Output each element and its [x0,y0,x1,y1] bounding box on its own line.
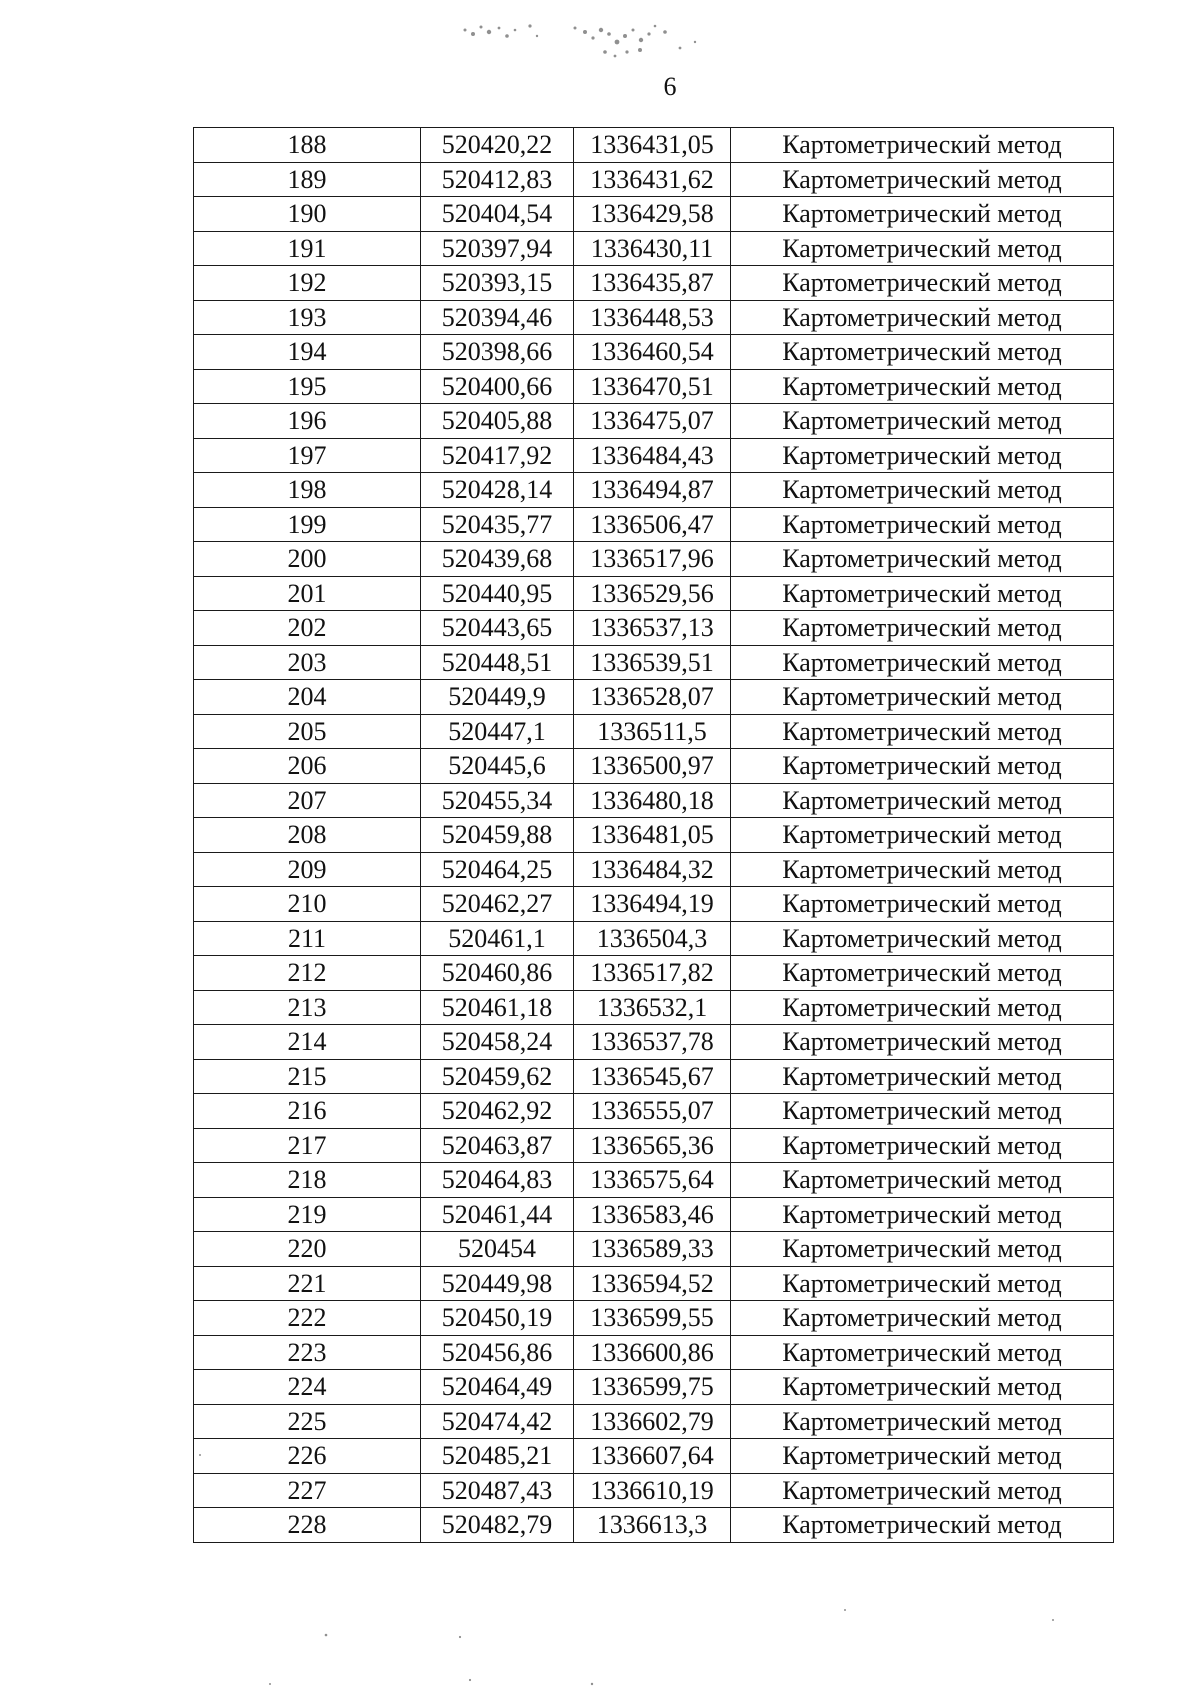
y-coordinate-cell: 1336481,05 [574,818,731,853]
y-coordinate-cell: 1336470,51 [574,369,731,404]
x-coordinate-cell: 520404,54 [421,197,574,232]
point-number-cell: 214 [194,1025,421,1060]
y-coordinate-cell: 1336506,47 [574,507,731,542]
point-number-cell: 213 [194,990,421,1025]
point-number-cell: 194 [194,335,421,370]
y-coordinate-cell: 1336589,33 [574,1232,731,1267]
method-cell: Картометрический метод [731,369,1114,404]
point-number-cell: 196 [194,404,421,439]
point-number-cell: 203 [194,645,421,680]
table-row [194,1508,1114,1543]
x-coordinate-cell: 520447,1 [421,714,574,749]
method-cell: Картометрический метод [731,1335,1114,1370]
table-row [194,1128,1114,1163]
y-coordinate-cell: 1336594,52 [574,1266,731,1301]
point-number-cell: 211 [194,921,421,956]
table-row [194,1163,1114,1198]
y-coordinate-cell: 1336484,43 [574,438,731,473]
x-coordinate-cell: 520485,21 [421,1439,574,1474]
point-number-cell: 225 [194,1404,421,1439]
x-coordinate-cell: 520393,15 [421,266,574,301]
table-row [194,1439,1114,1474]
x-coordinate-cell: 520464,49 [421,1370,574,1405]
x-coordinate-cell: 520440,95 [421,576,574,611]
y-coordinate-cell: 1336504,3 [574,921,731,956]
y-coordinate-cell: 1336575,64 [574,1163,731,1198]
method-cell: Картометрический метод [731,714,1114,749]
method-cell: Картометрический метод [731,197,1114,232]
point-number-cell: 205 [194,714,421,749]
method-cell: Картометрический метод [731,1094,1114,1129]
point-number-cell: 195 [194,369,421,404]
method-cell: Картометрический метод [731,1128,1114,1163]
method-cell: Картометрический метод [731,1404,1114,1439]
x-coordinate-cell: 520456,86 [421,1335,574,1370]
table-row [194,1404,1114,1439]
x-coordinate-cell: 520435,77 [421,507,574,542]
table-row [194,921,1114,956]
table-row [194,1025,1114,1060]
x-coordinate-cell: 520461,44 [421,1197,574,1232]
x-coordinate-cell: 520458,24 [421,1025,574,1060]
method-cell: Картометрический метод [731,162,1114,197]
table-row [194,1059,1114,1094]
y-coordinate-cell: 1336539,51 [574,645,731,680]
point-number-cell: 198 [194,473,421,508]
method-cell: Картометрический метод [731,300,1114,335]
table-row [194,369,1114,404]
x-coordinate-cell: 520482,79 [421,1508,574,1543]
method-cell: Картометрический метод [731,1163,1114,1198]
method-cell: Картометрический метод [731,335,1114,370]
method-cell: Картометрический метод [731,266,1114,301]
table-row [194,1473,1114,1508]
method-cell: Картометрический метод [731,1266,1114,1301]
y-coordinate-cell: 1336599,75 [574,1370,731,1405]
method-cell: Картометрический метод [731,1473,1114,1508]
point-number-cell: 204 [194,680,421,715]
method-cell: Картометрический метод [731,818,1114,853]
method-cell: Картометрический метод [731,1439,1114,1474]
table-row [194,266,1114,301]
y-coordinate-cell: 1336537,78 [574,1025,731,1060]
y-coordinate-cell: 1336494,19 [574,887,731,922]
y-coordinate-cell: 1336500,97 [574,749,731,784]
point-number-cell: 188 [194,128,421,163]
point-number-cell: 207 [194,783,421,818]
table-row [194,611,1114,646]
point-number-cell: 222 [194,1301,421,1336]
x-coordinate-cell: 520461,1 [421,921,574,956]
table-row [194,128,1114,163]
table-row [194,680,1114,715]
y-coordinate-cell: 1336494,87 [574,473,731,508]
table-row [194,783,1114,818]
y-coordinate-cell: 1336555,07 [574,1094,731,1129]
point-number-cell: 210 [194,887,421,922]
method-cell: Картометрический метод [731,1059,1114,1094]
point-number-cell: 224 [194,1370,421,1405]
x-coordinate-cell: 520412,83 [421,162,574,197]
y-coordinate-cell: 1336528,07 [574,680,731,715]
point-number-cell: 226 [194,1439,421,1474]
page-number: 6 [663,72,677,101]
point-number-cell: 202 [194,611,421,646]
x-coordinate-cell: 520461,18 [421,990,574,1025]
table-row [194,542,1114,577]
y-coordinate-cell: 1336610,19 [574,1473,731,1508]
method-cell: Картометрический метод [731,231,1114,266]
point-number-cell: 193 [194,300,421,335]
method-cell: Картометрический метод [731,783,1114,818]
x-coordinate-cell: 520448,51 [421,645,574,680]
table-row [194,1197,1114,1232]
x-coordinate-cell: 520463,87 [421,1128,574,1163]
y-coordinate-cell: 1336532,1 [574,990,731,1025]
method-cell: Картометрический метод [731,1232,1114,1267]
point-number-cell: 206 [194,749,421,784]
x-coordinate-cell: 520394,46 [421,300,574,335]
x-coordinate-cell: 520474,42 [421,1404,574,1439]
point-number-cell: 197 [194,438,421,473]
table-row [194,818,1114,853]
point-number-cell: 220 [194,1232,421,1267]
x-coordinate-cell: 520487,43 [421,1473,574,1508]
point-number-cell: 199 [194,507,421,542]
table-row [194,1335,1114,1370]
point-number-cell: 223 [194,1335,421,1370]
x-coordinate-cell: 520405,88 [421,404,574,439]
x-coordinate-cell: 520455,34 [421,783,574,818]
method-cell: Картометрический метод [731,921,1114,956]
y-coordinate-cell: 1336448,53 [574,300,731,335]
y-coordinate-cell: 1336435,87 [574,266,731,301]
point-number-cell: 209 [194,852,421,887]
table-row [194,1370,1114,1405]
method-cell: Картометрический метод [731,1197,1114,1232]
x-coordinate-cell: 520459,62 [421,1059,574,1094]
table-row [194,749,1114,784]
method-cell: Картометрический метод [731,956,1114,991]
table-row [194,1094,1114,1129]
point-number-cell: 201 [194,576,421,611]
x-coordinate-cell: 520460,86 [421,956,574,991]
method-cell: Картометрический метод [731,611,1114,646]
point-number-cell: 217 [194,1128,421,1163]
y-coordinate-cell: 1336475,07 [574,404,731,439]
table-row [194,162,1114,197]
table-row [194,852,1114,887]
method-cell: Картометрический метод [731,749,1114,784]
table-row [194,335,1114,370]
y-coordinate-cell: 1336607,64 [574,1439,731,1474]
table-row [194,473,1114,508]
point-number-cell: 219 [194,1197,421,1232]
y-coordinate-cell: 1336545,67 [574,1059,731,1094]
y-coordinate-cell: 1336529,56 [574,576,731,611]
y-coordinate-cell: 1336484,32 [574,852,731,887]
y-coordinate-cell: 1336460,54 [574,335,731,370]
x-coordinate-cell: 520462,27 [421,887,574,922]
coordinates-table [193,127,1114,1543]
y-coordinate-cell: 1336431,62 [574,162,731,197]
point-number-cell: 212 [194,956,421,991]
method-cell: Картометрический метод [731,438,1114,473]
y-coordinate-cell: 1336480,18 [574,783,731,818]
scan-smudge [455,12,755,67]
y-coordinate-cell: 1336430,11 [574,231,731,266]
x-coordinate-cell: 520454 [421,1232,574,1267]
x-coordinate-cell: 520459,88 [421,818,574,853]
method-cell: Картометрический метод [731,852,1114,887]
method-cell: Картометрический метод [731,887,1114,922]
x-coordinate-cell: 520445,6 [421,749,574,784]
y-coordinate-cell: 1336517,82 [574,956,731,991]
point-number-cell: 221 [194,1266,421,1301]
x-coordinate-cell: 520417,92 [421,438,574,473]
y-coordinate-cell: 1336583,46 [574,1197,731,1232]
y-coordinate-cell: 1336600,86 [574,1335,731,1370]
y-coordinate-cell: 1336511,5 [574,714,731,749]
method-cell: Картометрический метод [731,542,1114,577]
table-row [194,1232,1114,1267]
x-coordinate-cell: 520462,92 [421,1094,574,1129]
x-coordinate-cell: 520420,22 [421,128,574,163]
x-coordinate-cell: 520439,68 [421,542,574,577]
y-coordinate-cell: 1336429,58 [574,197,731,232]
table-row [194,887,1114,922]
table-row [194,197,1114,232]
method-cell: Картометрический метод [731,1370,1114,1405]
table-row [194,645,1114,680]
y-coordinate-cell: 1336517,96 [574,542,731,577]
table-row [194,300,1114,335]
method-cell: Картометрический метод [731,128,1114,163]
y-coordinate-cell: 1336537,13 [574,611,731,646]
table-row [194,438,1114,473]
table-row [194,576,1114,611]
method-cell: Картометрический метод [731,1025,1114,1060]
table-row [194,507,1114,542]
point-number-cell: 191 [194,231,421,266]
x-coordinate-cell: 520464,83 [421,1163,574,1198]
method-cell: Картометрический метод [731,507,1114,542]
method-cell: Картометрический метод [731,680,1114,715]
method-cell: Картометрический метод [731,990,1114,1025]
y-coordinate-cell: 1336565,36 [574,1128,731,1163]
point-number-cell: 189 [194,162,421,197]
x-coordinate-cell: 520449,9 [421,680,574,715]
x-coordinate-cell: 520397,94 [421,231,574,266]
table-row [194,404,1114,439]
method-cell: Картометрический метод [731,645,1114,680]
point-number-cell: 208 [194,818,421,853]
table-row [194,990,1114,1025]
method-cell: Картометрический метод [731,473,1114,508]
method-cell: Картометрический метод [731,576,1114,611]
point-number-cell: 200 [194,542,421,577]
method-cell: Картометрический метод [731,1301,1114,1336]
y-coordinate-cell: 1336431,05 [574,128,731,163]
x-coordinate-cell: 520428,14 [421,473,574,508]
point-number-cell: 227 [194,1473,421,1508]
x-coordinate-cell: 520449,98 [421,1266,574,1301]
y-coordinate-cell: 1336613,3 [574,1508,731,1543]
x-coordinate-cell: 520443,65 [421,611,574,646]
table-row [194,1266,1114,1301]
table-row [194,956,1114,991]
table-row [194,231,1114,266]
method-cell: Картометрический метод [731,1508,1114,1543]
y-coordinate-cell: 1336599,55 [574,1301,731,1336]
y-coordinate-cell: 1336602,79 [574,1404,731,1439]
x-coordinate-cell: 520400,66 [421,369,574,404]
x-coordinate-cell: 520450,19 [421,1301,574,1336]
table-row [194,1301,1114,1336]
table-row [194,714,1114,749]
coordinates-table-body [194,128,1114,1543]
point-number-cell: 190 [194,197,421,232]
point-number-cell: 192 [194,266,421,301]
point-number-cell: 218 [194,1163,421,1198]
x-coordinate-cell: 520464,25 [421,852,574,887]
point-number-cell: 228 [194,1508,421,1543]
point-number-cell: 216 [194,1094,421,1129]
method-cell: Картометрический метод [731,404,1114,439]
x-coordinate-cell: 520398,66 [421,335,574,370]
point-number-cell: 215 [194,1059,421,1094]
